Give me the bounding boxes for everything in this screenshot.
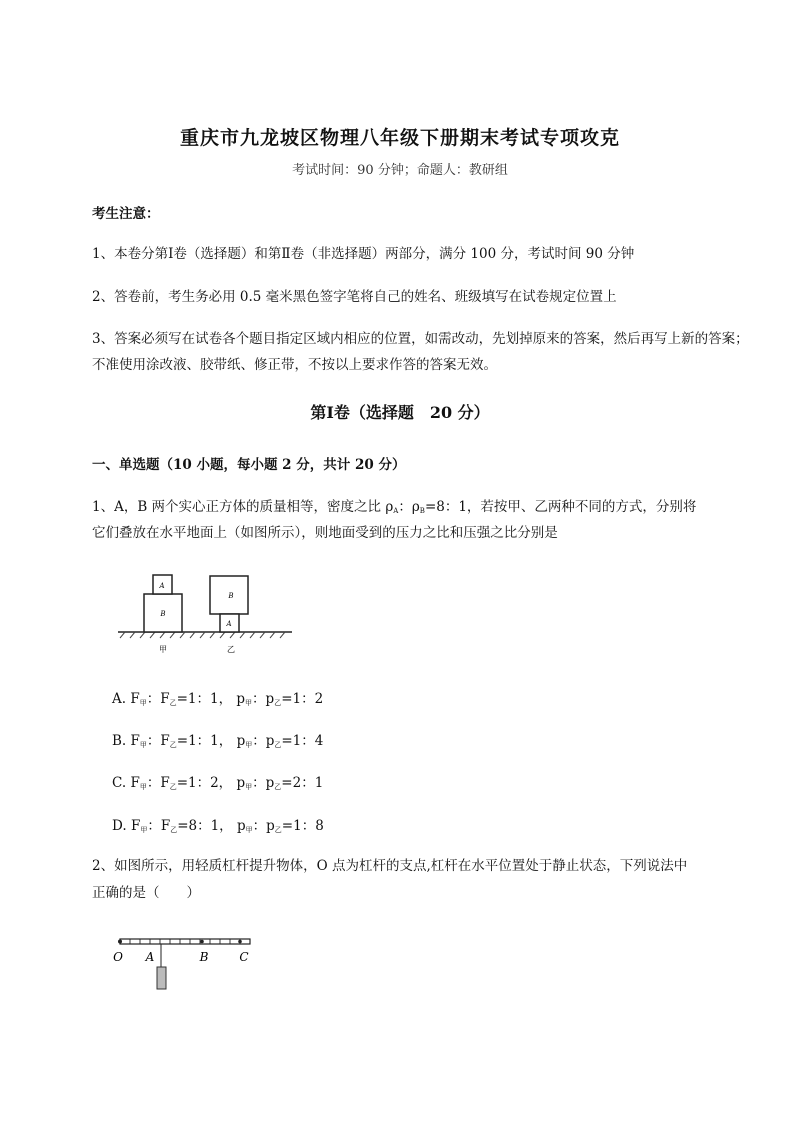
label-c: C: [239, 950, 249, 964]
jia-label-b: B: [160, 610, 166, 618]
q1-line-1: 1、A，B 两个实心正方体的质量相等，密度之比 $\rho_A$：$\rho_B=8$：1，若按甲、乙两种不同的方式，分别将: [92, 499, 697, 515]
yi-label-a: A: [226, 620, 232, 628]
q1-figure: [112, 568, 302, 658]
q2-lever-figure: [112, 932, 262, 994]
section-title: 第Ⅰ卷（选择题 20 分）: [310, 403, 490, 422]
notice-item-3: 3、答案必须写在试卷各个题目指定区域内相应的位置，如需改动，先划掉原来的答案，然后再写上新的答案；不准使用涂改液、胶带纸、修正带，不按以上要求作答的答案无效。: [92, 331, 749, 373]
point-b: [200, 940, 204, 944]
part-title: 一、单选题（10 小题，每小题 2 分，共计 20 分）: [92, 457, 406, 473]
hanging-weight: [157, 967, 166, 989]
label-o: O: [113, 950, 123, 964]
q1-option-c[interactable]: C. $F_甲$：$F_乙=1$：2， $p_甲$：$p_乙=2$：1: [112, 775, 324, 791]
exam-info: 考试时间：90 分钟；命题人：教研组: [292, 163, 508, 178]
notice-item-2: 2、答卷前，考生务必用 0.5 毫米黑色签字笔将自己的姓名、班级填写在试卷规定位置上: [92, 289, 617, 305]
page-title: 重庆市九龙坡区物理八年级下册期末考试专项攻克: [179, 127, 620, 149]
lever-bar: [120, 939, 250, 944]
q1-line-2: 它们叠放在水平地面上（如图所示），则地面受到的压力之比和压强之比分别是: [92, 525, 558, 541]
q1-option-d[interactable]: D. $F_甲$：$F_乙=8$：1， $p_甲$：$p_乙=1$：8: [112, 818, 324, 834]
label-b: B: [199, 950, 209, 964]
yi-label-b: B: [228, 592, 234, 600]
jia-label-a: A: [159, 582, 165, 590]
q1-option-b[interactable]: B. $F_甲$：$F_乙=1$：1， $p_甲$：$p_乙=1$：4: [112, 733, 324, 749]
q1-option-a[interactable]: A. $F_甲$：$F_乙=1$：1， $p_甲$：$p_乙=1$：2: [112, 691, 324, 707]
q2-line-1: 2、如图所示，用轻质杠杆提升物体，O 点为杠杆的支点,杠杆在水平位置处于静止状态，下列说法中: [92, 858, 688, 874]
label-yi: 乙: [227, 645, 235, 654]
label-a: A: [145, 950, 155, 964]
point-c: [238, 940, 242, 944]
q2-line-2: 正确的是（ ）: [92, 885, 200, 901]
pivot-o: [118, 940, 122, 944]
notice-heading: 考生注意：: [92, 206, 160, 222]
label-jia: 甲: [159, 645, 167, 654]
notice-item-1: 1、本卷分第Ⅰ卷（选择题）和第Ⅱ卷（非选择题）两部分，满分 100 分，考试时间 90 分钟: [92, 246, 635, 262]
